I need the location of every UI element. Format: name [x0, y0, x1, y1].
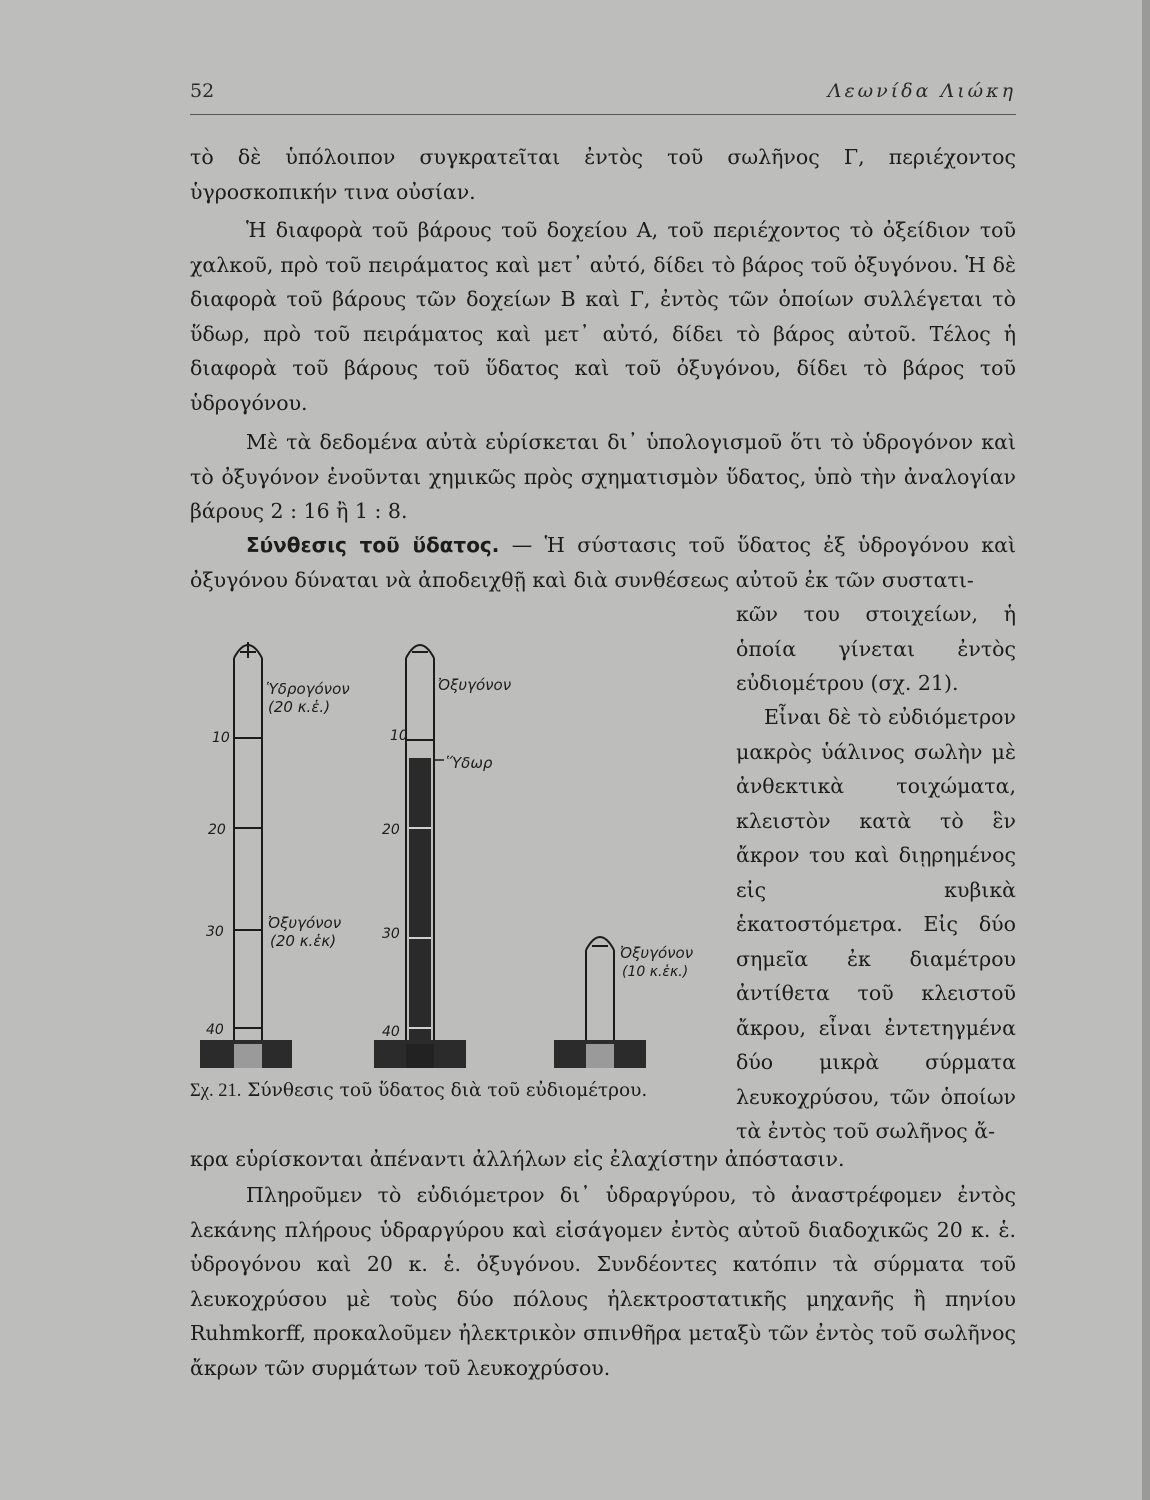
tube-1: [234, 642, 262, 1040]
tube-3-label-oxygen: Ὀξυγόνον: [620, 944, 694, 962]
tube-1-label-hydrogen: Ὑδρογόνον: [266, 680, 350, 698]
scale-10-tube-2: 10: [390, 728, 408, 744]
tube-1-label-oxygen-volume: (20 κ.ἑκ): [270, 932, 337, 950]
header-rule: [190, 114, 1016, 115]
tube-2-label-water: Ὕδωρ: [446, 754, 493, 772]
scale-30-tube-2: 30: [382, 926, 400, 942]
running-head: Λεωνίδα Λιώκη: [827, 80, 1016, 102]
scale-20-tube-1: 20: [208, 822, 226, 838]
page-header: [190, 78, 1016, 108]
scale-40-tube-1: 40: [206, 1022, 224, 1038]
paragraph-5-side: Εἶναι δὲ τὸ εὐδιόμετρον μακρὸς ὑάλινος σωλὴν μὲ ἀνθεκτικὰ τοιχώματα, κλειστὸν κατὰ τὸ ἓν ἄκρον του καὶ διῃρημένος εἰς κυβικὰ ἑκατοστόμετρα. Εἰς δύο σημεῖα ἐκ διαμέτρου ἀντίθετα τοῦ κλειστοῦ ἄκρου, εἶναι ἐντετηγμένα δύο μικρὰ σύρματα λευκοχρύσου, τῶν ὁποίων τὰ ἐντὸς τοῦ σωλῆνος ἄ-: [736, 705, 1016, 1143]
scale-40-tube-2: 40: [382, 1024, 400, 1040]
section-heading: Σύνθεσις τοῦ ὕδατος.: [246, 533, 500, 557]
eudiometer-figure: [190, 628, 730, 1068]
paragraph-3: Μὲ τὰ δεδομένα αὐτὰ εὑρίσκεται δι᾽ ὑπολογισμοῦ ὅτι τὸ ὑδρογόνον καὶ τὸ ὀξυγόνον ἑνοῦνται χημικῶς πρὸς σχηματισμὸν ὕδατος, ὑπὸ τὴν ἀναλογίαν βάρους 2 : 16 ἢ 1 : 8.: [190, 430, 1016, 523]
scale-20-tube-2: 20: [382, 822, 400, 838]
tube-2-mouth: [406, 1044, 434, 1068]
tube-2-water-column: [409, 758, 431, 1040]
figure-caption: [190, 1078, 730, 1104]
paragraph-4: [190, 528, 1016, 597]
caption-text: Σύνθεσις τοῦ ὕδατος διὰ τοῦ εὐδιομέτρου.: [247, 1080, 648, 1101]
tube-1-mouth: [234, 1044, 262, 1068]
tube-1-label-oxygen: Ὀξυγόνον: [268, 914, 342, 932]
page-number: 52: [190, 80, 215, 102]
scale-10-tube-1: 10: [212, 730, 230, 746]
paragraph-2: Ἡ διαφορὰ τοῦ βάρους τοῦ δοχείου Α, τοῦ περιέχοντος τὸ ὀξείδιον τοῦ χαλκοῦ, πρὸ τοῦ πειράματος καὶ μετ᾽ αὐτό, δίδει τὸ βάρος τοῦ ὀξυγόνου. Ἡ δὲ διαφορὰ τοῦ βάρους τῶν δοχείων Β καὶ Γ, ἐντὸς τῶν ὁποίων συλλέγεται τὸ ὕδωρ, πρὸ τοῦ πειράματος καὶ μετ᾽ αὐτό, δίδει τὸ βάρος αὐτοῦ. Τέλος ἡ διαφορὰ τοῦ βάρους τοῦ ὕδατος καὶ τοῦ ὀξυγόνου, δίδει τὸ βάρος τοῦ ὑδρογόνου.: [190, 218, 1016, 415]
paragraph-4-side: κῶν του στοιχείων, ἡ ὁποία γίνεται ἐντὸς εὐδιομέτρου (σχ. 21).: [736, 602, 1016, 695]
scale-30-tube-1: 30: [206, 924, 224, 940]
tube-2-label-oxygen: Ὀξυγόνον: [438, 676, 512, 694]
paragraph-6: Πληροῦμεν τὸ εὐδιόμετρον δι᾽ ὑδραργύρου, τὸ ἀναστρέφομεν ἐντὸς λεκάνης πλήρους ὑδραργύρου καὶ εἰσάγομεν ἐντὸς αὐτοῦ διαδοχικῶς 20 κ. ἑ. ὑδρογόνου καὶ 20 κ. ἑ. ὀξυγόνου. Συνδέοντες κατόπιν τὰ σύρματα τοῦ λευκοχρύσου μὲ τοὺς δύο πόλους ἠλεκτροστατικῆς μηχανῆς ἢ πηνίου Ruhmkorff, προκαλοῦμεν ἠλεκτρικὸν σπινθῆρα μεταξὺ τῶν ἐντὸς τοῦ σωλῆνος ἄκρων τῶν συρμάτων τοῦ λευκοχρύσου.: [190, 1183, 1016, 1380]
tube-3-label-oxygen-volume: (10 κ.ἑκ.): [622, 964, 689, 980]
tube-1-label-hydrogen-volume: (20 κ.ἑ.): [268, 698, 331, 716]
paragraph-4-lead: — Ἡ σύστασις τοῦ ὕδατος ἐξ ὑδρογόνου καὶ ὀξυγόνου δύναται νὰ ἀποδειχθῇ καὶ διὰ συνθέσεως αὐτοῦ ἐκ τῶν συστατι-: [190, 533, 1016, 592]
caption-label: Σχ. 21.: [190, 1081, 242, 1101]
tube-3-mouth: [586, 1044, 614, 1068]
paragraph-5-tail: κρα εὑρίσκονται ἀπέναντι ἀλλήλων εἰς ἐλαχίστην ἀπόστασιν.: [190, 1147, 845, 1171]
tube-3: [586, 937, 614, 1040]
paragraph-1: τὸ δὲ ὑπόλοιπον συγκρατεῖται ἐντὸς τοῦ σωλῆνος Γ, περιέχοντος ὑγροσκοπικήν τινα οὐσίαν.: [190, 145, 1016, 204]
